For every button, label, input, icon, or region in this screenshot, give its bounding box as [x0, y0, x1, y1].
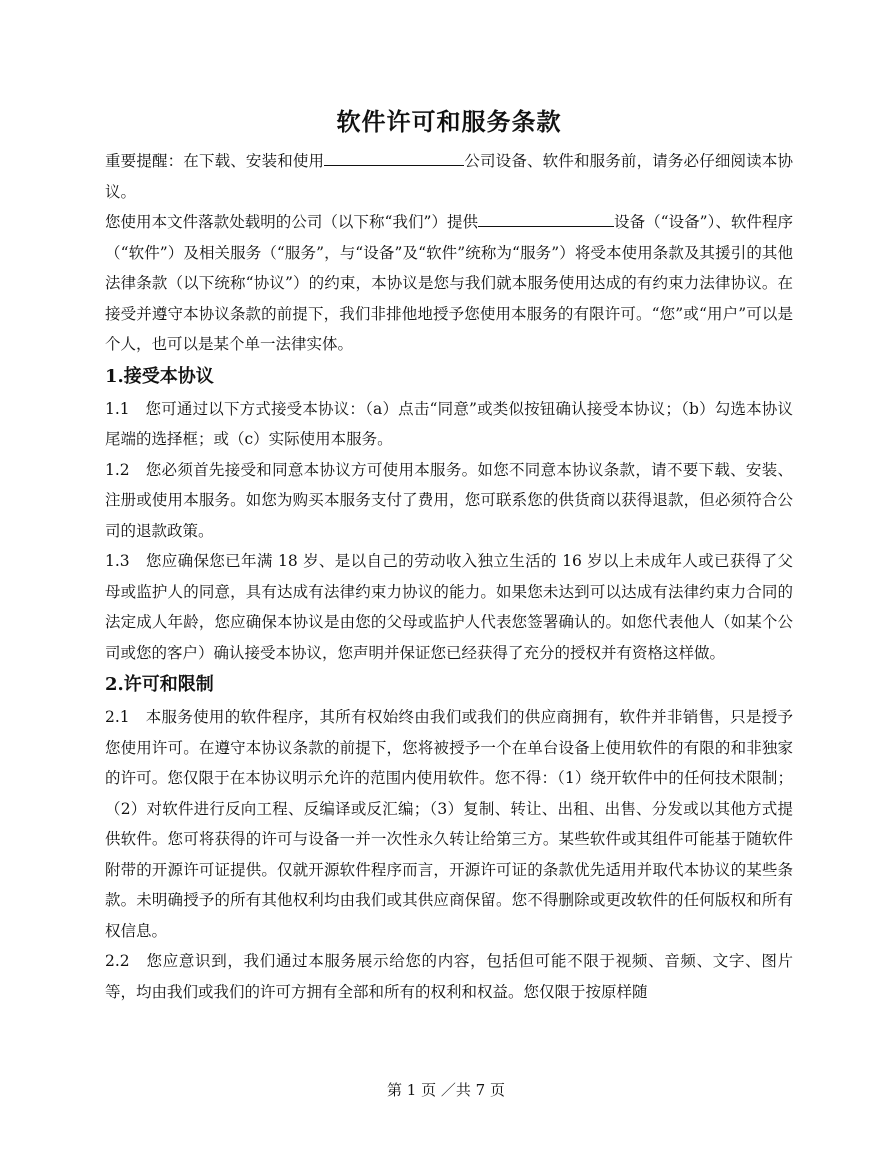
- company-name-blank: [324, 148, 464, 166]
- clause-2-2: 2.2 您应意识到，我们通过本服务展示给您的内容，包括但可能不限于视频、音频、文字、图片等，均由我们或我们的许可方拥有全部和所有的权利和权益。您仅限于按原样随: [105, 952, 793, 1001]
- document-title: 软件许可和服务条款: [336, 107, 562, 136]
- device-name-blank: [478, 209, 614, 227]
- clause-1-1: 1.1 您可通过以下方式接受本协议：（a）点击“同意”或类似按钮确认接受本协议；（b）勾选本协议尾端的选择框；或（c）实际使用本服务。: [105, 399, 793, 448]
- page-number-footer: 第 1 页 ／共 7 页: [387, 1081, 505, 1099]
- reminder-text-after: 公司设备、软件和服务前，请务必仔细阅读本协议。: [105, 152, 793, 201]
- section-2-heading: 2.许可和限制: [105, 674, 214, 695]
- intro-text-part2: 设备（“设备”）、软件程序（“软件”）及相关服务（“服务”，与“设备”及“软件”统称为“服务”）将受本使用条款及其援引的其他法律条款（以下统称“协议”）的约束，本协议是您与我们就本服务使用达成的有约束力法律协议。在接受并遵守本协议条款的前提下，我们非排他地授予您使用本服务的有限许可。“您”或“用户”可以是个人，也可以是某个单一法律实体。: [105, 213, 793, 353]
- clause-1-3: 1.3 您应确保您已年满 18 岁、是以自己的劳动收入独立生活的 16 岁以上未成年人或已获得了父母或监护人的同意，具有达成有法律约束力协议的能力。如果您未达到可以达成有法律约束力合同的法定成人年龄，您应确保本协议是由您的父母或监护人代表您签署确认的。如您代表他人（如某个公司或您的客户）确认接受本协议，您声明并保证您已经获得了充分的授权并有资格这样做。: [105, 552, 793, 662]
- reminder-text-before: 重要提醒：在下载、安装和使用: [105, 152, 325, 170]
- clause-1-2: 1.2 您必须首先接受和同意本协议方可使用本服务。如您不同意本协议条款，请不要下载、安装、注册或使用本服务。如您为购买本服务支付了费用，您可联系您的供货商以获得退款，但必须符合公司的退款政策。: [105, 460, 793, 540]
- clause-2-1: 2.1 本服务使用的软件程序，其所有权始终由我们或我们的供应商拥有，软件并非销售，只是授予您使用许可。在遵守本协议条款的前提下，您将被授予一个在单台设备上使用软件的有限的和非独家的许可。您仅限于在本协议明示允许的范围内使用软件。您不得：（1）绕开软件中的任何技术限制；（2）对软件进行反向工程、反编译或反汇编；（3）复制、转让、出租、出售、分发或以其他方式提供软件。您可将获得的许可与设备一并一次性永久转让给第三方。某些软件或其组件可能基于随软件附带的开源许可证提供。仅就开源软件程序而言，开源许可证的条款优先适用并取代本协议的某些条款。未明确授予的所有其他权利均由我们或其供应商保留。您不得删除或更改软件的任何版权和所有权信息。: [105, 708, 793, 940]
- important-reminder: [105, 146, 793, 207]
- section-1-heading: 1.接受本协议: [105, 365, 214, 387]
- intro-text-part1: 您使用本文件落款处载明的公司（以下称“我们”）提供: [105, 213, 479, 231]
- intro-paragraph: [105, 207, 793, 360]
- document-page: [105, 100, 793, 1007]
